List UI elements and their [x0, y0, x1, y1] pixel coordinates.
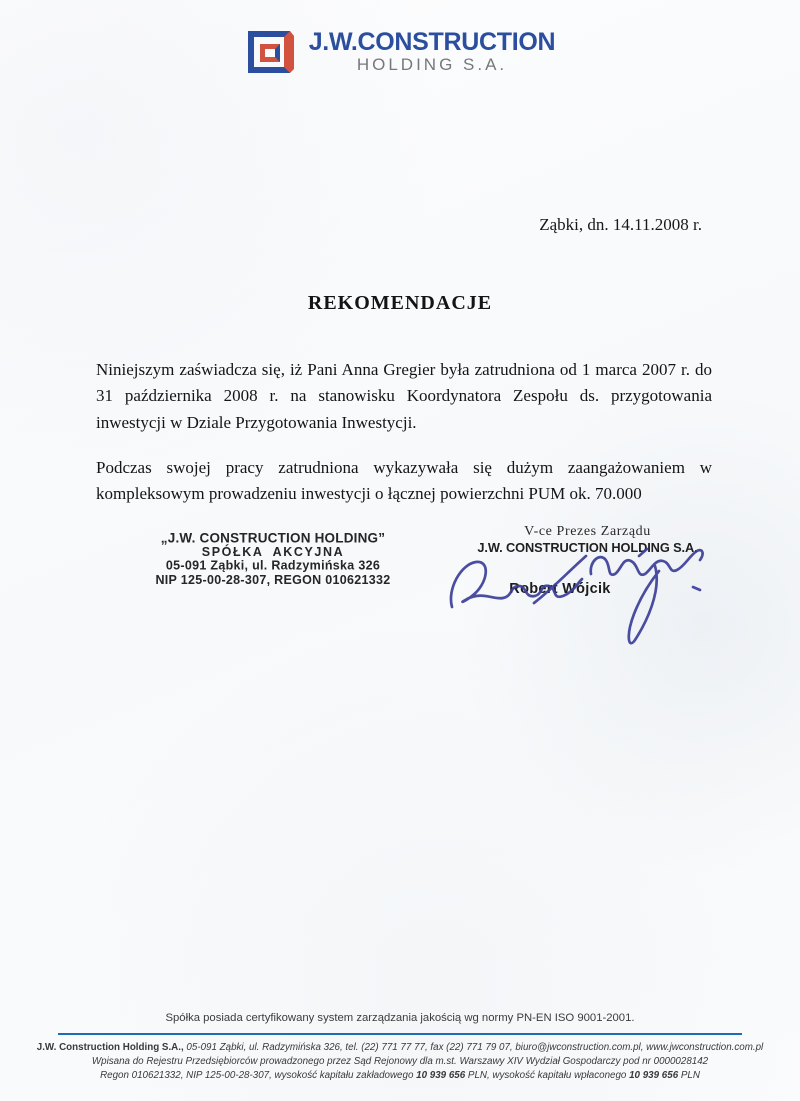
footer-line-capital: Regon 010621332, NIP 125-00-28-307, wysokość kapitału zakładowego 10 939 656 PLN, wysokość kapitału wpłaconego 10 939 656 PLN [100, 1070, 700, 1082]
logo-frame-icon [245, 27, 297, 77]
stamp-nip-regon: NIP 125-00-28-307, REGON 010621332 [155, 572, 391, 587]
company-stamp [145, 531, 401, 587]
signer-role: V-ce Prezes Zarządu [524, 524, 651, 539]
share-capital-amount: 10 939 656 [416, 1070, 466, 1082]
stamp-company-name: „J.W. CONSTRUCTION HOLDING” [160, 529, 386, 546]
footer-line-registry: Wpisana do Rejestru Przedsiębiorców prowadzonego przez Sąd Rejonowy dla m.st. Warszawy XIV Wydział Gospodarczy pod nr 0000028142 [91, 1056, 709, 1068]
logo-company-name: J.W.CONSTRUCTION [308, 28, 556, 56]
letter-date: Ząbki, dn. 14.11.2008 r. [539, 215, 702, 234]
logo-wordmark [309, 29, 556, 75]
signer-company: J.W. CONSTRUCTION HOLDING S.A. [477, 540, 698, 555]
company-logo [0, 27, 800, 77]
stamp-address: 05-091 Ząbki, ul. Radzymińska 326 [165, 557, 381, 573]
signature-ink [438, 543, 728, 661]
signer-printed-name: Robert Wójcik [509, 581, 611, 597]
logo-holding-label: HOLDING S.A. [356, 55, 508, 74]
iso-certification-line: Spółka posiada certyfikowany system zarządzania jakością wg normy PN-EN ISO 9001-2001. [165, 1012, 635, 1024]
footer-company-name: J.W. Construction Holding S.A., [36, 1042, 184, 1053]
stamp-company-type: SPÓŁKA AKCYJNA [201, 544, 345, 559]
footer-divider [58, 1033, 742, 1035]
paragraph-employment: Niniejszym zaświadcza się, iż Pani Anna Gregier była zatrudniona od 1 marca 2007 r. do 31 października 2008 r. na stanowisku Koordynatora Zespołu ds. przygotowania inwestycji w Dziale Przygotowania Inwestycji. [96, 360, 712, 432]
paid-capital-amount: 10 939 656 [629, 1070, 679, 1082]
letter-title: REKOMENDACJE [307, 292, 493, 314]
footer-contact-block [30, 1041, 770, 1084]
footer-line-contact: J.W. Construction Holding S.A., 05-091 Ząbki, ul. Radzymińska 326, tel. (22) 771 77 77, fax (22) 771 79 07, biuro@jwconstruction.com.pl, www.jwconstruction.com.pl [36, 1042, 764, 1053]
letter-body [96, 357, 712, 527]
paragraph-performance: Podczas swojej pracy zatrudniona wykazywała się dużym zaangażowaniem w kompleksowym prowadzeniu inwestycji o łącznej powierzchni PUM ok. 70.000 [96, 458, 712, 504]
